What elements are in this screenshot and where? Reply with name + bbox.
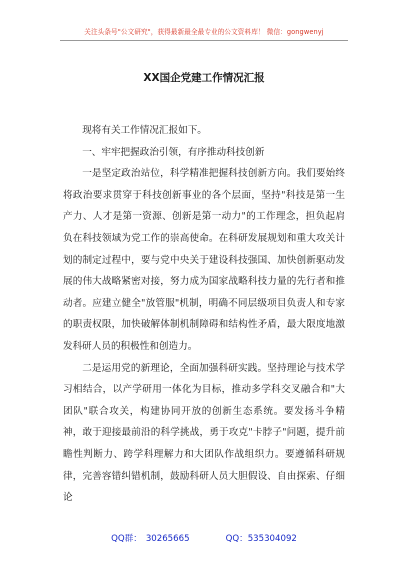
header-note: 关注头条号"公文研究"，获得最新最全最专业的公文资料库！ 微信：gongwenyj — [84, 28, 324, 36]
body-paragraph: 二是运用党的新理论，全面加强科研实践。坚持理论与技术学习相结合，以产学研用一体化为目标，推动多学科交叉融合和"大团队"联合攻关，构建协同开放的创新生态系统。要发扬斗争精神，敢于迎接最前沿的科学挑战，勇于攻克"卡脖子"问题，提升前瞻性判断力、跨学科理解力和大团队作战组织力。要遵循科研规律，完善容错纠错机制，鼓励科研人员大胆假设、自由探索、仔细论 — [63, 362, 345, 504]
footer-contact — [0, 532, 408, 544]
footer-qq: QQ：535304092 — [225, 534, 297, 544]
header-divider — [60, 40, 348, 41]
intro-paragraph: 现将有关工作情况汇报如下。 — [82, 125, 207, 136]
body-paragraph: 一是坚定政治站位，科学精准把握科技创新方向。我们要始终将政治要求贯穿于科技创新事业的各个层面，坚持"科技是第一生产力、人才是第一资源、创新是第一动力"的工作理念，担负起肩负在科技领域为党工作的崇高使命。在科研发展规划和重大攻关计划的制定过程中，要与党中央关于建设科技强国、加快创新驱动发展的伟大战略紧密对接，努力成为国家战略科技力量的先行者和推动者。应建立健全"放管服"机制，明确不同层级项目负责人和专家的职责权限，加快破解体制机制障碍和结构性矛盾，最大限度地激发科研人员的积极性和创造力。 — [63, 168, 345, 352]
footer-qq-group: QQ群： 30265665 — [111, 534, 190, 544]
section-heading: 一、牢牢把握政治引领，有序推动科技创新 — [82, 146, 265, 158]
document-body — [63, 120, 345, 509]
document-title: XX国企党建工作情况汇报 — [143, 72, 265, 84]
